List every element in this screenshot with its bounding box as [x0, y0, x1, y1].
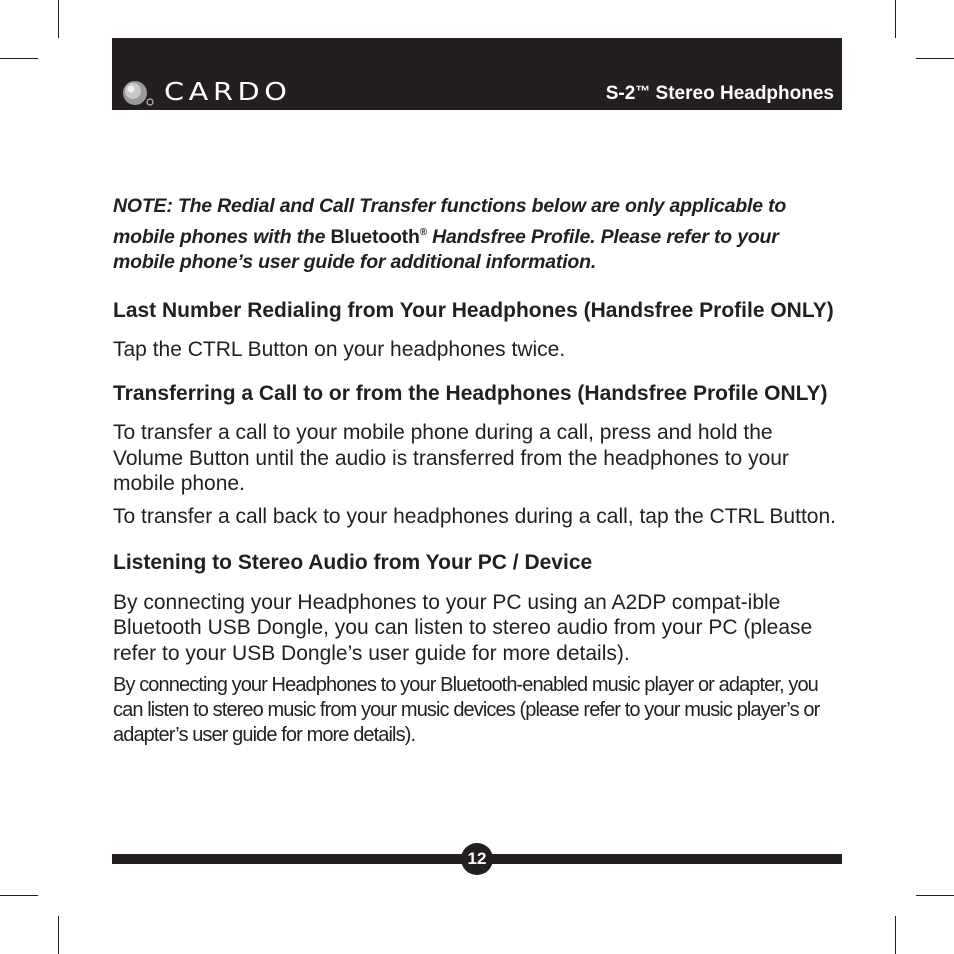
note-bluetooth: Bluetooth — [330, 225, 420, 248]
section-heading-stereo: Listening to Stereo Audio from Your PC / Device — [113, 551, 593, 574]
product-name: S-2 — [605, 83, 636, 104]
logo-text: CARDO — [164, 77, 292, 106]
cardo-logo — [122, 77, 292, 106]
crop-mark — [0, 58, 38, 59]
registered-mark: ® — [419, 226, 427, 238]
trademark-symbol: ™ — [635, 83, 651, 100]
crop-mark — [895, 916, 896, 954]
page-content — [113, 194, 845, 748]
section-paragraph: By connecting your Headphones to your PC using an A2DP compat-ible Bluetooth USB Dongle, you can listen to stereo audio from your PC (please refer to your USB Dongle’s user guide for more details). — [113, 590, 813, 665]
section-paragraph: By connecting your Headphones to your Bluetooth-enabled music player or adapter, you can listen to stereo music from your music devices (please refer to your music player’s or adapter’s user guide for more details). — [113, 674, 820, 746]
crop-mark — [916, 58, 954, 59]
product-suffix: Stereo Headphones — [650, 83, 834, 104]
crop-mark — [58, 916, 59, 954]
note-paragraph — [113, 194, 845, 276]
page-number-badge: 12 — [461, 843, 493, 875]
cardo-logo-icon — [122, 78, 162, 106]
note-text: NOTE: The Redial and Call Transfer functions below are only applicable to mobile phones with the — [113, 195, 787, 248]
product-title — [606, 83, 834, 105]
note-text-cont: Handsfree Profile. Please refer to your mobile phone’s user guide for additional information. — [113, 225, 779, 273]
crop-mark — [58, 0, 59, 38]
section-paragraph: To transfer a call back to your headphones during a call, tap the CTRL Button. — [113, 504, 836, 528]
crop-mark — [916, 895, 954, 896]
crop-mark — [0, 895, 38, 896]
section-paragraph: Tap the CTRL Button on your headphones twice. — [113, 338, 566, 361]
section-heading-redial: Last Number Redialing from Your Headphones (Handsfree Profile ONLY) — [113, 298, 834, 322]
section-heading-transfer: Transferring a Call to or from the Headphones (Handsfree Profile ONLY) — [113, 381, 828, 405]
header-bar — [112, 38, 842, 110]
crop-mark — [895, 0, 896, 38]
section-paragraph: To transfer a call to your mobile phone during a call, press and hold the Volume Button until the audio is transferred from the headphones to your mobile phone. — [113, 421, 789, 495]
